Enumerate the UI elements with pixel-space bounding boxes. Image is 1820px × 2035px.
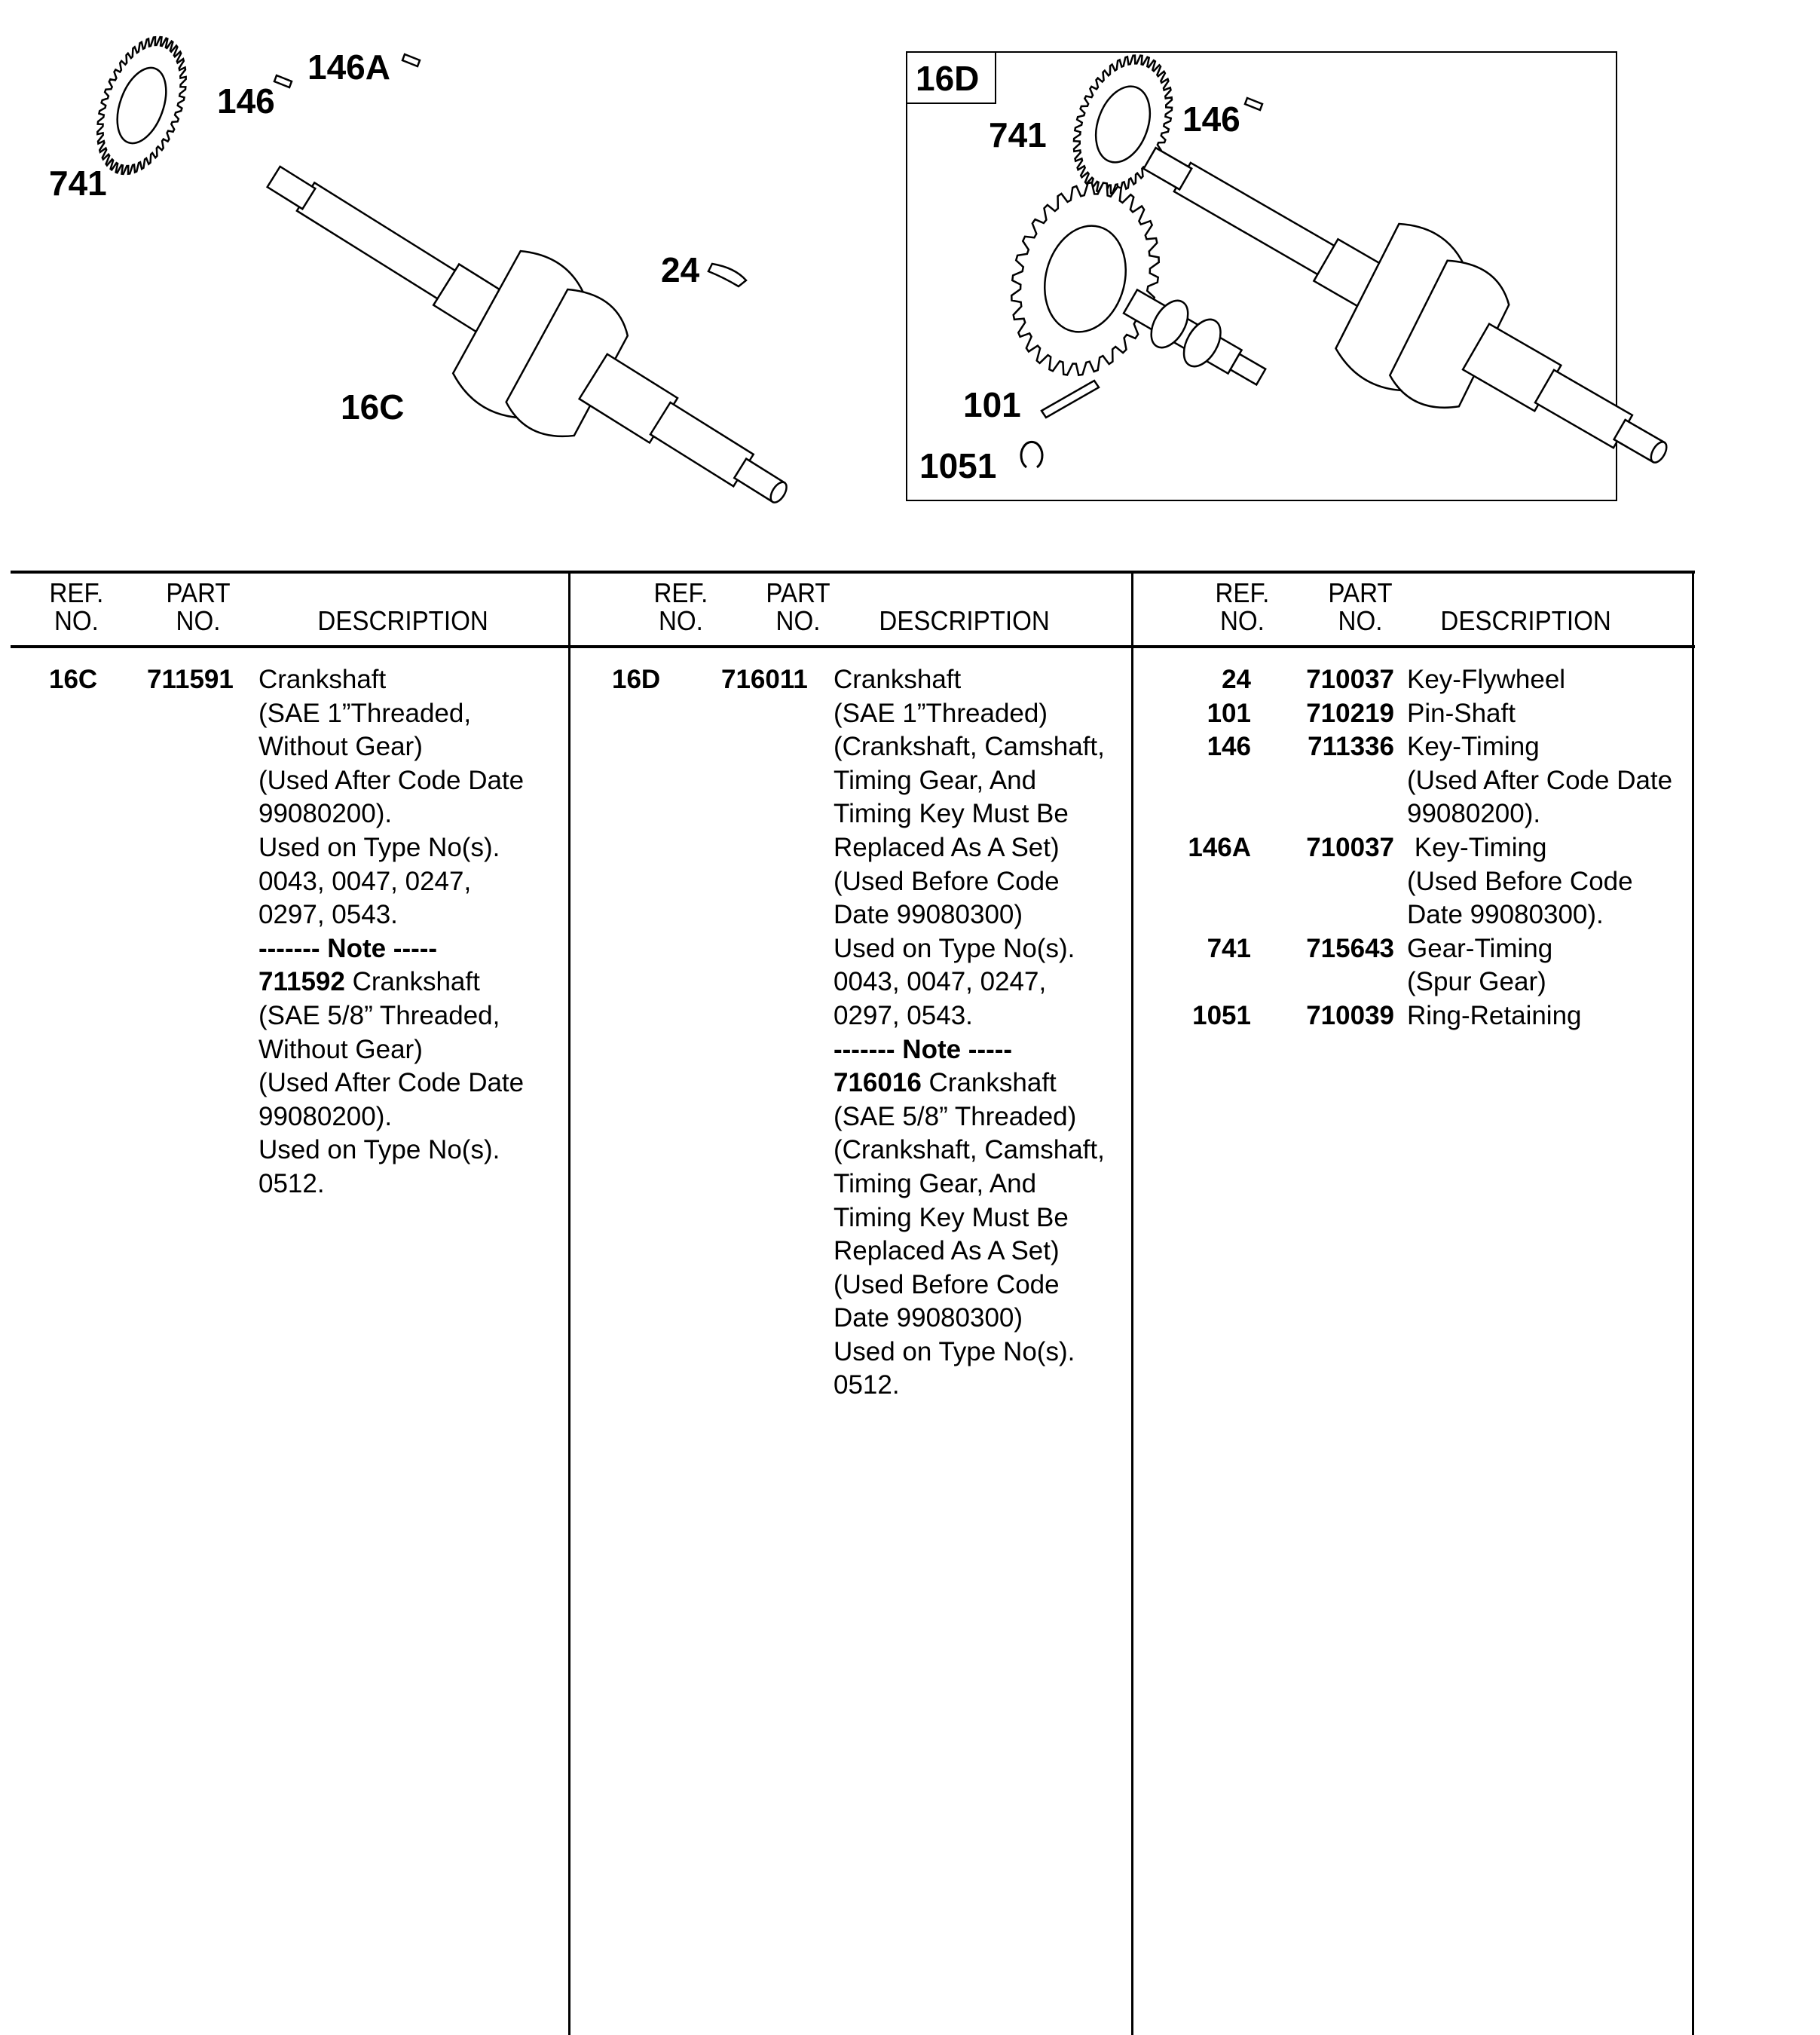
text: (SAE 5/8” Threaded, (258, 1000, 500, 1030)
header-description: DESCRIPTION (879, 605, 1050, 636)
text: 0297, 0543. (834, 1000, 973, 1030)
ref-no: 16C (49, 665, 98, 694)
text: Key-Timing (1407, 732, 1540, 762)
text: Crankshaft (921, 1068, 1057, 1098)
text: Date 99080300) (834, 900, 1023, 930)
bold-text: 716016 (834, 1068, 922, 1098)
text: 0512. (258, 1168, 325, 1198)
header-part-no: PART (766, 577, 830, 608)
description-line (834, 1033, 1105, 1067)
parts-diagram (0, 0, 1820, 528)
callout-741: 741 (49, 164, 107, 203)
text: (Spur Gear) (1407, 967, 1546, 997)
description-line (834, 1201, 1105, 1235)
description (1407, 730, 1672, 831)
text: (Crankshaft, Camshaft, (834, 1135, 1105, 1165)
part-no: 710037 (1306, 833, 1394, 862)
column-divider (1131, 571, 1133, 2035)
description-line (1407, 965, 1552, 999)
header-ref-no: REF. (49, 577, 104, 608)
text: Timing Gear, And (834, 765, 1037, 795)
description-line (834, 1066, 1105, 1100)
text: Used on Type No(s). (834, 933, 1075, 963)
header-description: DESCRIPTION (317, 605, 488, 636)
description-line (1407, 797, 1672, 831)
table-top-rule (11, 571, 1695, 574)
description-line (258, 1134, 524, 1167)
part-no: 710219 (1306, 698, 1394, 728)
description-line (258, 764, 524, 798)
ref-no: 741 (1207, 933, 1251, 963)
description-line (1407, 764, 1672, 798)
text: Timing Key Must Be (834, 1202, 1069, 1232)
text: (Used After Code Date (1407, 765, 1673, 795)
text: Without Gear) (258, 732, 423, 762)
ref-no: 24 (1222, 665, 1251, 694)
description-line (1407, 730, 1672, 764)
text: Date 99080300). (1407, 900, 1604, 930)
text: Gear-Timing (1407, 933, 1553, 963)
description-line (834, 999, 1105, 1033)
description (1407, 697, 1516, 731)
description (1407, 999, 1582, 1033)
text: Date 99080300) (834, 1303, 1023, 1333)
description (1407, 663, 1565, 697)
header-part-no: NO. (775, 605, 821, 636)
text: Crankshaft (258, 665, 387, 694)
text: Key-Timing (1407, 833, 1547, 862)
description-line (1407, 932, 1552, 966)
text: (Crankshaft, Camshaft, (834, 732, 1105, 762)
kit-16d-title: 16D (916, 59, 980, 98)
ref-no: 146 (1207, 732, 1251, 762)
camshaft-drawing (1118, 280, 1274, 399)
callout-146-kit: 146 (1182, 99, 1240, 139)
text: (Used Before Code (834, 1269, 1060, 1299)
header-ref-no: NO. (658, 605, 703, 636)
callout-24: 24 (661, 250, 700, 289)
part-no: 716011 (721, 665, 808, 694)
description-line (1407, 663, 1565, 697)
text: 99080200). (1407, 799, 1541, 829)
description-line (258, 663, 524, 697)
description-line (834, 1167, 1105, 1201)
description-line (1407, 831, 1633, 865)
description-line (258, 1100, 524, 1134)
text: (SAE 1”Threaded) (834, 698, 1048, 728)
text: Ring-Retaining (1407, 1001, 1582, 1030)
text: Used on Type No(s). (258, 832, 500, 862)
description-line (834, 1134, 1105, 1167)
description-line (258, 730, 524, 764)
text: (SAE 5/8” Threaded) (834, 1101, 1077, 1131)
description-line (834, 730, 1105, 764)
description-line (258, 1167, 524, 1201)
text: Without Gear) (258, 1034, 423, 1064)
description-line (258, 898, 524, 932)
description-line (258, 865, 524, 899)
description-line (834, 932, 1105, 966)
header-ref-no: REF. (1215, 577, 1270, 608)
callout-16c: 16C (341, 387, 405, 427)
header-ref-no: REF. (653, 577, 708, 608)
description-line (834, 663, 1105, 697)
key-146-kit-drawing (1245, 98, 1262, 110)
ref-no: 16D (612, 665, 661, 694)
key-146a-drawing (402, 54, 420, 66)
text: Pin-Shaft (1407, 698, 1516, 728)
description-line (834, 1100, 1105, 1134)
callout-1051: 1051 (919, 446, 997, 485)
description-line (258, 999, 524, 1033)
description-line (1407, 999, 1582, 1033)
text: Used on Type No(s). (258, 1135, 500, 1165)
text: 0043, 0047, 0247, (258, 866, 472, 896)
header-ref-no: NO. (1219, 605, 1265, 636)
text: (Used Before Code (1407, 866, 1633, 896)
description-line (258, 831, 524, 865)
description-line (258, 1066, 524, 1100)
text: Used on Type No(s). (834, 1336, 1075, 1366)
description-line (258, 965, 524, 999)
text: (SAE 1”Threaded, (258, 698, 472, 728)
description-line (1407, 898, 1633, 932)
text: (Used After Code Date (258, 1068, 525, 1098)
text: (Used Before Code (834, 866, 1060, 896)
text: Crankshaft (344, 967, 480, 997)
header-part-no: PART (1328, 577, 1393, 608)
description-line (258, 1033, 524, 1067)
text: 99080200). (258, 799, 393, 829)
text: 0043, 0047, 0247, (834, 967, 1047, 997)
description-line (834, 1336, 1105, 1369)
column-divider (568, 571, 570, 2035)
description (258, 663, 524, 1201)
description-line (834, 1235, 1105, 1268)
ref-no: 1051 (1192, 1001, 1251, 1030)
text: Crankshaft (834, 665, 962, 694)
header-part-no: PART (166, 577, 231, 608)
ref-no: 101 (1207, 698, 1251, 728)
text: 0297, 0543. (258, 900, 398, 930)
part-no: 711591 (147, 665, 234, 694)
text: Replaced As A Set) (834, 832, 1060, 862)
callout-146a: 146A (307, 47, 390, 87)
header-description: DESCRIPTION (1440, 605, 1611, 636)
description-line (834, 1302, 1105, 1336)
description (834, 663, 1105, 1403)
callout-146: 146 (217, 81, 275, 121)
text: Timing Gear, And (834, 1168, 1037, 1198)
header-part-no: NO. (1338, 605, 1383, 636)
callout-741-kit: 741 (989, 115, 1047, 155)
bold-text: ------- Note ----- (258, 933, 438, 963)
text: 0512. (834, 1370, 900, 1400)
bold-text: ------- Note ----- (834, 1034, 1013, 1064)
description-line (1407, 865, 1633, 899)
bold-text: 711592 (258, 967, 345, 997)
description-line (1407, 697, 1516, 731)
description (1407, 932, 1552, 999)
part-no: 710039 (1306, 1001, 1394, 1030)
callout-101: 101 (963, 385, 1021, 424)
part-no: 715643 (1306, 933, 1394, 963)
ring-1051-drawing (1021, 442, 1042, 467)
description-line (834, 697, 1105, 731)
text: Timing Key Must Be (834, 799, 1069, 829)
header-ref-no: NO. (54, 605, 99, 636)
text: 99080200). (258, 1101, 393, 1131)
table-header-rule (11, 645, 1695, 648)
description-line (834, 965, 1105, 999)
cam-gear-drawing (991, 166, 1180, 392)
description-line (834, 764, 1105, 798)
description-line (834, 797, 1105, 831)
ref-no: 146A (1188, 833, 1251, 862)
description-line (834, 898, 1105, 932)
description-line (258, 697, 524, 731)
crankshaft-16c-drawing (229, 111, 824, 528)
crankshaft-16d-drawing (1108, 91, 1703, 528)
pin-101-drawing (1042, 381, 1099, 418)
text: Key-Flywheel (1407, 665, 1566, 694)
description-line (258, 932, 524, 966)
key-146-drawing (274, 75, 292, 87)
timing-gear-741-drawing (81, 25, 203, 186)
description-line (258, 797, 524, 831)
description-line (834, 865, 1105, 899)
description-line (834, 831, 1105, 865)
key-24-drawing (708, 264, 746, 286)
description-line (834, 1369, 1105, 1403)
text: Replaced As A Set) (834, 1236, 1060, 1266)
part-no: 711336 (1308, 732, 1394, 762)
description (1407, 831, 1633, 932)
table-right-border (1692, 571, 1694, 2035)
description-line (834, 1268, 1105, 1302)
header-part-no: NO. (176, 605, 221, 636)
part-no: 710037 (1306, 665, 1394, 694)
text: (Used After Code Date (258, 765, 525, 795)
